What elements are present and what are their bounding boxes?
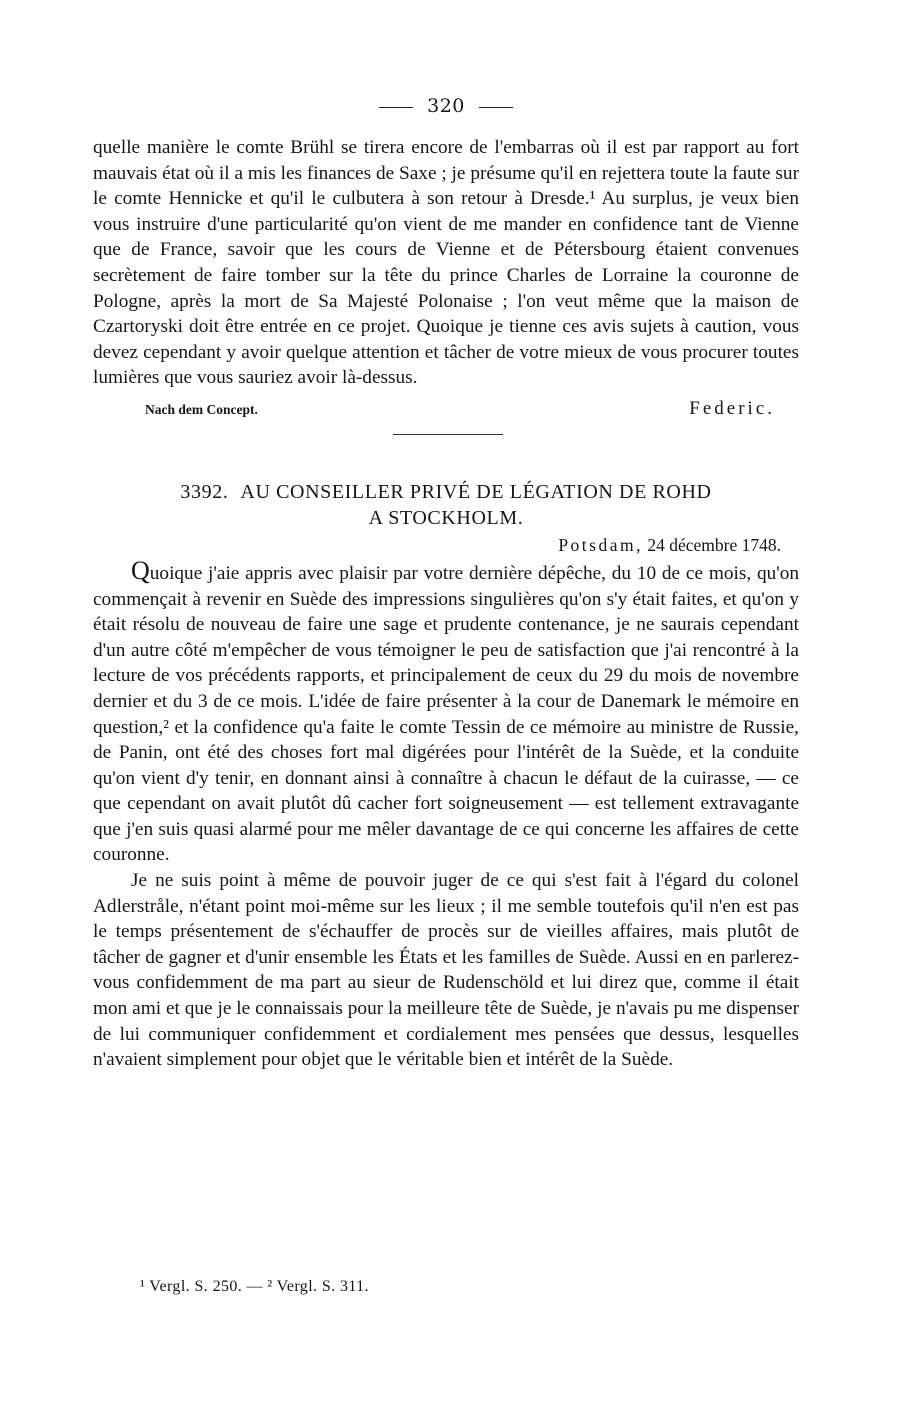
signature-line — [93, 398, 799, 420]
previous-letter-text: quelle manière le comte Brühl se tirera encore de l'embarras où il est par rapport au fort mauvais état où il a mis les finances de Saxe ; je présume qu'il en rejettera toute la faute sur le comte Hennicke et qu'il le culbutera à son retour à Dresde.¹ Au surplus, je veux bien vous instruire d'une particularité qu'on vient de me mander en confidence tant de Vienne que de France, savoir que les cours de Vienne et de Pétersbourg étaient convenues secrètement de faire tomber sur la tête du prince Charles de Lorraine la couronne de Pologne, après la mort de Sa Majesté Polonaise ; l'on veut même que la maison de Czartoryski doit être entrée en ce projet. Quoique je tienne ces avis sujets à caution, vous devez cependant y avoir quelque attention et tâcher de votre mieux de vous procurer toutes lumières que vous sauriez avoir là-dessus. — [93, 137, 799, 389]
letter-title-line-1: AU CONSEILLER PRIVÉ DE LÉGATION DE ROHD — [240, 480, 712, 503]
page-number: 320 — [427, 95, 465, 117]
dateline — [93, 535, 799, 556]
date-place: Potsdam, — [558, 534, 643, 555]
source-note: Nach dem Concept. — [145, 401, 258, 417]
page — [93, 95, 799, 1073]
letter-heading — [93, 479, 799, 531]
page-number-line — [93, 95, 799, 117]
footnotes: ¹ Vergl. S. 250. — ² Vergl. S. 311. — [140, 1278, 369, 1295]
letter-body — [93, 555, 799, 1073]
dash-left — [379, 107, 413, 108]
date: 24 décembre 1748. — [647, 534, 781, 555]
signature: Federic. — [689, 397, 775, 419]
letter-title-line-2: A STOCKHOLM. — [368, 506, 524, 529]
letter-number: 3392. — [180, 480, 229, 503]
letter-heading-line-1 — [93, 479, 799, 505]
section-divider — [393, 434, 503, 435]
letter-paragraph-1: Quoique j'aie appris avec plaisir par votre dernière dépêche, du 10 de ce mois, qu'on commençait à revenir en Suède des impressions singulières qu'on s'y était faites, et qu'on y était résolu de nouveau de faire une sage et prudente contenance, je ne saurais cependant d'un autre côté m'empêcher de vous témoigner le peu de satisfaction que j'ai rencontré à la lecture de vos précédents rapports, et principalement de ceux du 29 du mois de novembre dernier et du 3 de ce mois. L'idée de faire présenter à la cour de Danemark le mémoire en question,² et la confidence qu'a faite le comte Tessin de ce mémoire au ministre de Russie, de Panin, ont été des choses fort mal digérées pour l'intérêt de la Suède, et la conduite qu'on vient d'y tenir, en donnant ainsi à connaître à chacun le défaut de la cuirasse, — ce que cependant on avait plutôt dû cacher fort soigneusement — est tellement extravagante que j'en suis quasi alarmé pour me mêler davantage de ce qui concerne les affaires de cette couronne. — [93, 555, 799, 866]
letter-paragraph-2: Je ne suis point à même de pouvoir juger de ce qui s'est fait à l'égard du colonel Adlerstråle, n'étant point moi-même sur les lieux ; il me semble toutefois qu'il n'en est pas le temps présentement de s'échauffer de procès sur de vieilles affaires, mais plutôt de tâcher de gagner et d'unir ensemble les États et les familles de Suède. Aussi en en parlerez-vous confidemment de ma part au sieur de Rudenschöld et lui direz que, comme il était mon ami et que je le connaissais pour la meilleure tête de Suède, je n'avais pu me dispenser de lui communiquer confidemment et cordialement mes pensées que dessus, lesquelles n'avaient simplement pour objet que le véritable bien et intérêt de la Suède. — [93, 870, 799, 1071]
dash-right — [479, 107, 513, 108]
